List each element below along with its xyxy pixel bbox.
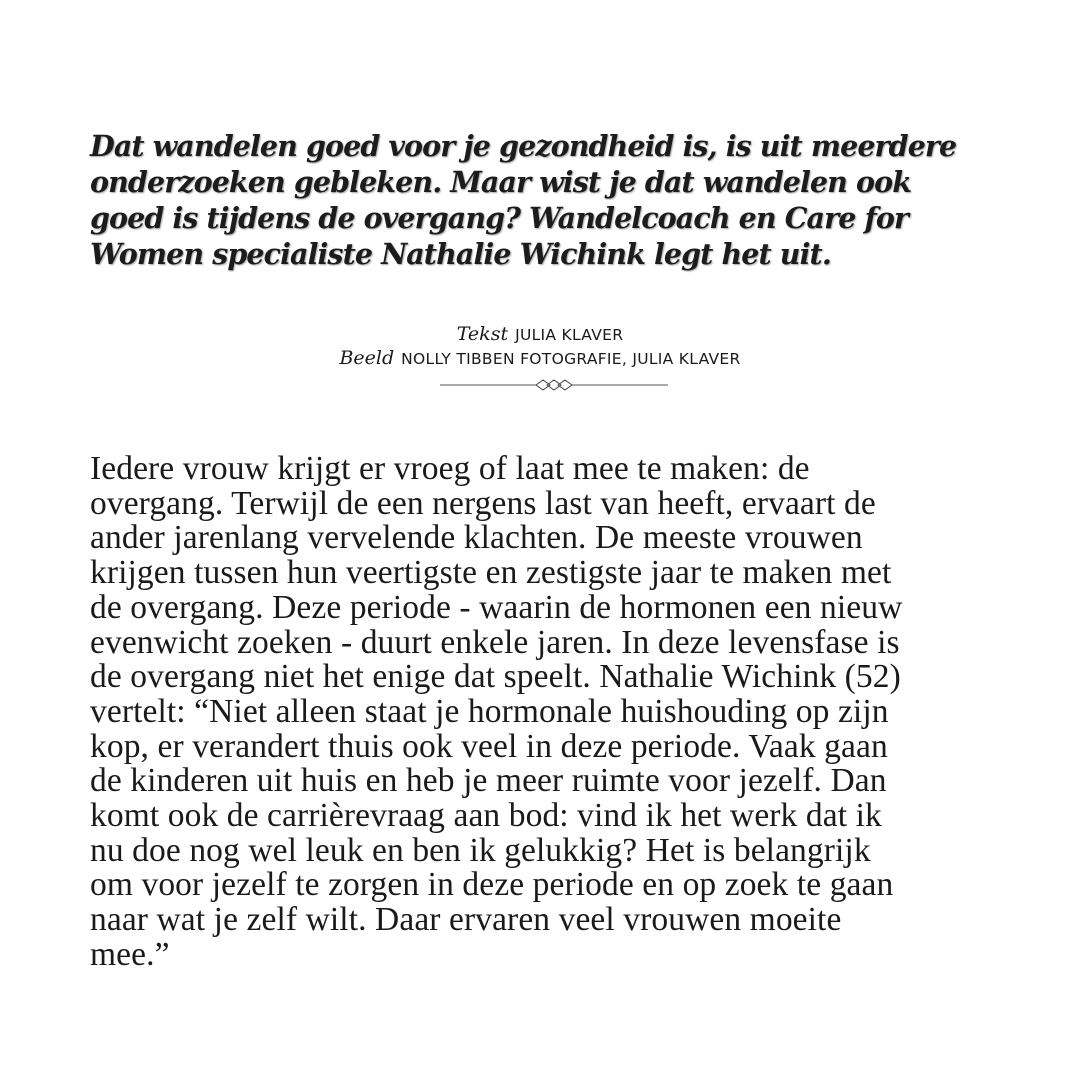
body-line: mee.” xyxy=(90,935,170,973)
intro-line: Women specialiste Nathalie Wichink legt het uit. xyxy=(90,237,831,271)
image-credit xyxy=(0,346,1080,370)
body-line: kop, er verandert thuis ook veel in deze periode. Vaak gaan xyxy=(90,727,888,765)
body-paragraph xyxy=(90,452,1010,973)
body-line: de overgang niet het enige dat speelt. Nathalie Wichink (52) xyxy=(90,658,901,696)
text-credit xyxy=(0,322,1080,346)
article-credits xyxy=(0,322,1080,370)
text-credit-author: JULIA KLAVER xyxy=(515,326,624,344)
body-line: Iedere vrouw krijgt er vroeg of laat mee te maken: de xyxy=(90,450,810,487)
body-line: de overgang. Deze periode - waarin de hormonen een nieuw xyxy=(90,588,903,626)
body-line: vertelt: “Niet alleen staat je hormonale huishouding op zijn xyxy=(90,692,889,730)
body-line: de kinderen uit huis en heb je meer ruimte voor jezelf. Dan xyxy=(90,762,887,800)
intro-line: Dat wandelen goed voor je gezondheid is, is uit meerdere xyxy=(90,129,957,163)
body-line: nu doe nog wel leuk en ben ik gelukkig? Het is belangrijk xyxy=(90,831,871,869)
intro-line: onderzoeken gebleken. Maar wist je dat wandelen ook xyxy=(90,165,912,199)
body-line: krijgen tussen hun veertigste en zestigste jaar te maken met xyxy=(90,554,892,592)
body-line: overgang. Terwijl de een nergens last van heeft, ervaart de xyxy=(90,484,876,522)
intro-line: goed is tijdens de overgang? Wandelcoach en Care for xyxy=(90,201,909,235)
body-line: naar wat je zelf wilt. Daar ervaren veel vrouwen moeite xyxy=(90,901,842,939)
ornamental-divider xyxy=(440,377,668,393)
body-line: evenwicht zoeken - duurt enkele jaren. In deze levensfase is xyxy=(90,623,900,661)
body-line: om voor jezelf te zorgen in deze periode en op zoek te gaan xyxy=(90,866,894,904)
intro-paragraph xyxy=(90,128,990,272)
body-line: komt ook de carrièrevraag aan bod: vind ik het werk dat ik xyxy=(90,797,882,835)
image-credit-label: Beeld xyxy=(339,347,395,369)
diamond-ornament-icon xyxy=(440,377,668,393)
image-credit-author: NOLLY TIBBEN FOTOGRAFIE, JULIA KLAVER xyxy=(401,350,741,368)
text-credit-label: Tekst xyxy=(456,323,509,345)
body-line: ander jarenlang vervelende klachten. De meeste vrouwen xyxy=(90,519,863,557)
